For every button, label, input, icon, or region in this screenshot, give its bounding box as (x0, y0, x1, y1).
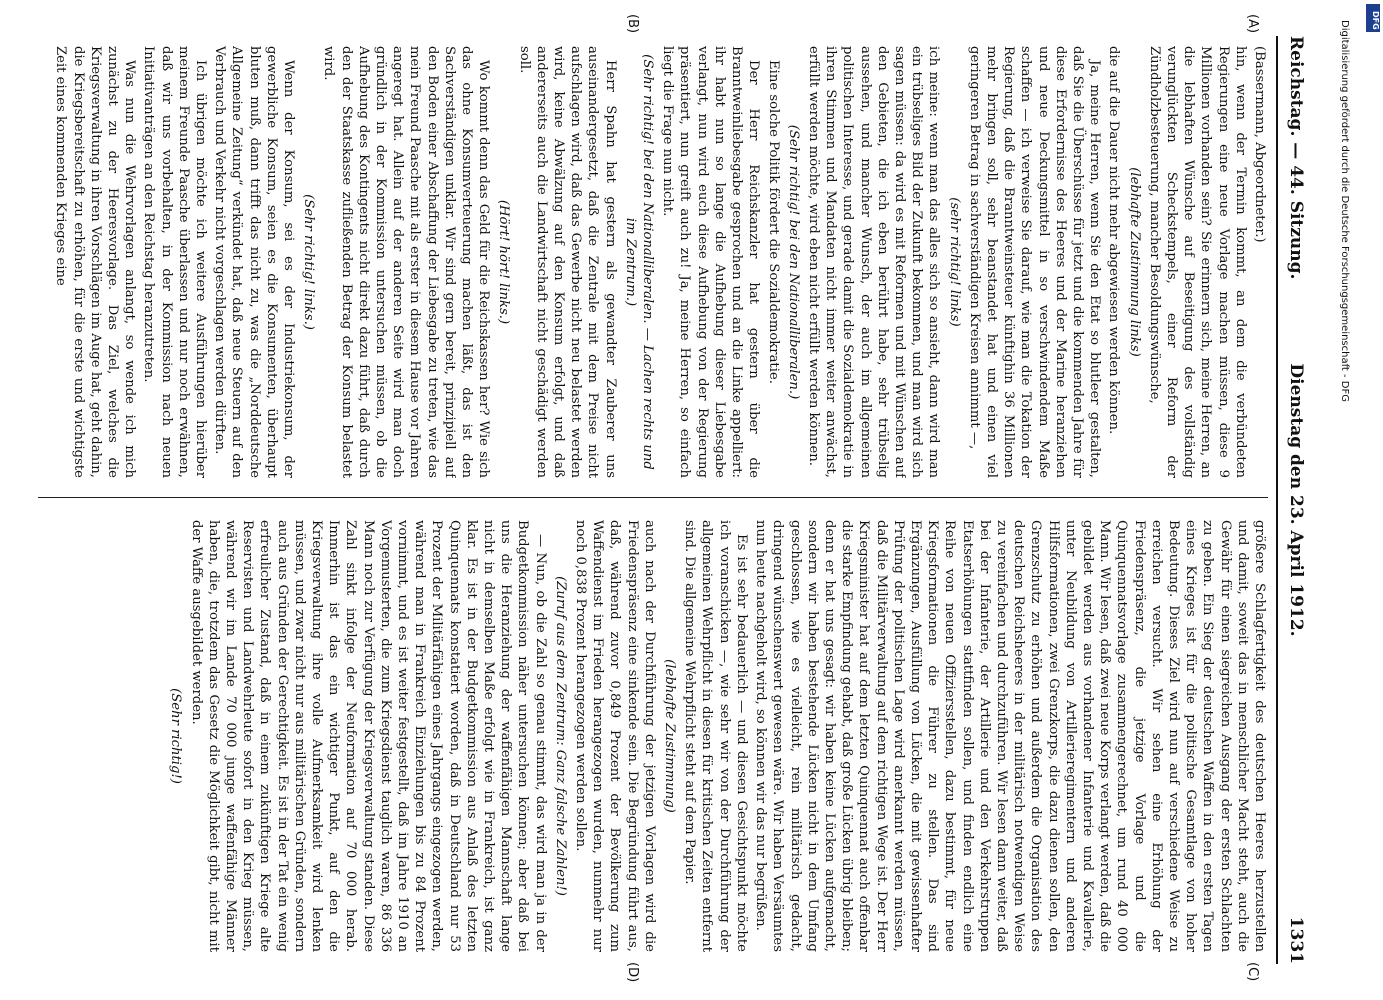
interjection: (lebhafte Zustimmung) (662, 659, 678, 813)
paragraph: hin, wenn der Termin kommt, an dem die verbündeten Regierungen eine neue Vorlage machen müssen, diese 9 Millionen vorhanden sein? Sie erinnern sich, meine Herren, an die lebhaften Wünsche auf Beseitigung des vollständig verunglückten Scheckstempels, einer Reform der Zündholzbesteuerung, mancher Besoldungswünsche, (1146, 46, 1248, 478)
interjection: (Zuruf aus dem Zentrum: Ganz falsche Zahlen!) (552, 576, 568, 896)
paragraph: Ja, meine Herren, wenn Sie den Etat so blutleer gestalten, daß Sie die Überschüsse für jetzt und die kommenden Jahre für diese Erfordernisse des Heeres und der Marine heranziehen und neue Deckungsmittel in so verschwindendem Maße schaffen — ich verweise Sie darauf, wie man die Tokation der Regierung, daß die Branntweinsteuer künftighin 36 Millionen mehr bringen soll, sehr beanstandet hat und einen viel geringeren Betrag in sachverständigen Kreisen annimmt —, (966, 46, 1103, 478)
column-divider (38, 497, 1268, 498)
paragraph: Der Herr Reichskanzler hat gestern über die Branntweinliebesgabe gesprochen und an die Linke appelliert: ihr habt nun so lange die Aufhebung dieser Liebesgabe verlangt, nun wird euch diese Aufhebung von der Regierung präsentiert, nun greift auch zu! Ja, meine Herren, so einfach liegt die Frage nun nicht. (660, 46, 762, 478)
interjection: (lebhafte Zustimmung links) (1126, 167, 1142, 357)
paragraph: Was nun die Wehrvorlagen anlangt, so wende ich mich zunächst zu der Heeresvorlage. Das Ziel, welches die Kriegsverwaltung in ihren Vorschlägen im Auge hat, geht dahin, die Kriegsbereitschaft zu erhöhen, für die erste und wichtigste Zeit eines kommenden Krieges eine (53, 46, 138, 478)
header-session: Reichstag. — 44. Sitzung. (1286, 36, 1306, 280)
paragraph: Wenn der Konsum, sei es der Industriekonsum, der gewerbliche Konsum, seien es die Konsumenten, überhaupt bluten muß, dann trifft das nicht zu, was die „Norddeutsche Allgemeine Zeitung“ verkündet hat, daß neue Steuern auf den Verbrauch und Verkehr nicht vorgeschlagen werden dürften. (212, 46, 297, 478)
paragraph: Es ist sehr bedauerlich — und diesen Gesichtspunkt möchte ich voranschicken —, wie sehr wir von der Durchführung der allgemeinen Wehrpflicht in diesen für kritischen Zeiten entfernt sind. Die allgemeine Wehrpflicht steht auf dem Papier. (682, 520, 749, 952)
margin-mark-b: (B) (625, 14, 640, 34)
margin-mark-a: (A) (1245, 14, 1260, 34)
interjection: (Sehr richtig! links.) (301, 194, 317, 330)
dfg-logo (1366, 4, 1380, 32)
interjection: (Sehr richtig! bei den Nationalliberalen.) (785, 124, 801, 400)
page-number: 1331 (1286, 916, 1306, 964)
paragraph: — Nun, ob die Zahl so genau stimmt, das wird man ja in der Budgetkommission näher untersuchen können; aber daß bei uns die Heranziehung der waffenfähigen Mannschaft lange nicht in demselben Maße erfolgt wie in Frankreich, ist ganz klar. Es ist in der Budgetkommission aus Anlaß des letzten Quinquennats konstatiert worden, daß in Deutschland nur 53 Prozent der Militärfähigen eines Jahrgangs eingezogen werden, während man in Frankreich Einziehungen bis zu 84 Prozent vornimmt, und es ist weiter festgestellt, daß im Jahre 1910 an Vorgemusterten, die zum Kriegsdienst tauglich waren, 86 336 Mann noch zur Verfügung der Kriegsverwaltung standen. Diese Zahl sinkt infolge der Neuformation auf 70 000 herab. Immerhin ist das ein wichtiger Punkt, auf den die Kriegsverwaltung ihre volle Aufmerksamkeit wird lenken müssen, und zwar nicht nur aus militärischen Gründen, sondern auch aus Gründen der Gerechtigkeit. Es ist in der Tat ein wenig erfreulicher Zustand, daß in einem zukünftigen Kriege alte Reservisten und Landwehrleute sofort in den Krieg müssen, während wir im Lande 70 000 junge waffenfähige Männer haben, die, trotzdem das Gesetz die Möglichkeit gibt, nicht mit der Waffe ausgebildet werden. (188, 520, 548, 952)
paragraph: auch nach der Durchführung der jetzigen Vorlagen wird die Friedenspräsenz eine sinkende sein. Die Begründung führt aus, daß, während zuvor 0,849 Prozent der Bevölkerung zum Waffendienst im Frieden herangezogen wurden, nunmehr nur noch 0,838 Prozent herangezogen werden sollen. (573, 520, 657, 952)
paragraph: Herr Spahn hat gestern als gewandter Zauberer uns auseinandergesetzt, daß die Zentrale mit dem Preise nicht aufschlagen wird, daß das Gewerbe nicht neu belastet werden wird, keine Abwälzung auf den Konsum erfolgt, und daß andererseits auch die Landwirtschaft nicht geschädigt werden soll. (516, 46, 618, 478)
paragraph: die auf die Dauer nicht mehr abgewiesen werden können. (1106, 46, 1122, 435)
paragraph: größere Schlagfertigkeit des deutschen Heeres herzustellen und damit, soweit das in menschlicher Macht steht, auch die Gewähr für einen siegreichen Ausgang der ersten Schlachten zu geben. Ein Sieg der deutschen Waffen in den ersten Tagen eines Krieges ist für die politische Gesamtlage von hoher Bedeutung. Dieses Ziel wird nun auf verschiedene Weise zu erreichen versucht. Wir sehen eine Erhöhung der Friedenspräsenz, die jetzige Vorlage und die Quinquennatsvorlage zusammengerechnet, um rund 40 000 Mann. Wir lesen, daß zwei neue Korps verlangt werden, daß die gebildet werden aus vorhandener Infanterie und Kavallerie, unter Neubildung von Artillerieregimentern und anderen Hilfsformationen, zwei Grenzkorps, die dazu dienen sollen, den Grenzschutz zu erhöhen und außerdem die Organisation des deutschen Reichsheeres in der militärisch notwendigen Weise zu vereinfachen und durchzuführen. Wir lesen dann weiter, daß bei der Infanterie, der Artillerie und den Verkehrstruppen Etatserhöhungen stattfinden sollen, und finden endlich eine Reihe von neuen Offiziersstellen, dazu bestimmt, für neue Kriegsformationen die Führer zu stellen. Das sind Ergänzungen, Ausfüllung von Lücken, die mit gewissenhafter Prüfung der politischen Lage wird anerkannt werden müssen, daß die Militärverwaltung auf dem richtigen Wege ist. Der Herr Kriegsminister hat auf dem letzten Quinquennat auch offenbar die starke Empfindung gehabt, daß große Lücken übrig bleiben; denn er hat uns gesagt: wir haben keine Lücken aufgemacht, sondern wir haben bestehende Lücken nicht in dem Umfang geschlossen, wie es vielleicht, rein militärisch gedacht, dringend wünschenswert gewesen wäre. Wir haben Versäumtes nun heute nachgeholt wird, so können wir das nur begrüßen. (753, 520, 1267, 952)
paragraph: ich meine: wenn man das alles sich so ansieht, dann wird man ein trübseliges Bild der Zukunft bekommen, und man wird sich sagen müssen: da wird es mit Reformen und mit Wünschen auf den Gebieten, die ich eben berührt habe, sehr trübselig aussehen, und mancher Wunsch, der auch im allgemeinen politischen Interesse, und gerade damit die Sozialdemokratie in ihren Stimmen und Mandaten nicht immer weiter anwächst, erfüllt werden möchte, wird eben nicht erfüllt werden können. (805, 46, 942, 478)
digitization-credit: Digitalisierung gefördert durch die Deutsche Forschungsgemeinschaft - DFG (1339, 20, 1350, 403)
margin-mark-d: (D) (625, 962, 640, 983)
page-header (1276, 36, 1312, 964)
paragraph: Eine solche Politik fördert die Sozialdemokratie. (765, 60, 781, 384)
paragraph: Wo kommt denn das Geld für die Reichskassen her? Wie sich das ohne Konsumverteuerung machen läßt, das ist den Sachverständigen unklar. Wir sind gern bereit, prinzipiell auf den Boden einer Abschaffung der Liebesgabe zu treten, wie das mein Freund Paasche mit als erster in diesem Hause vor Jahren angeregt hat. Allein auf der anderen Seite wird man doch gründlich in der Kommission untersuchen müssen, ob die Aufhebung des Kontingents nicht direkt dazu führt, daß durch den der Staatskasse zufließenden Betrag der Konsum belastet wird. (321, 46, 492, 478)
dfg-logo-text: DFG (1371, 11, 1380, 30)
interjection: (Hört! hört! links.) (496, 199, 512, 325)
right-text-column (38, 520, 1268, 952)
paragraph: (Bassermann, Abgeordneter.) (1252, 46, 1267, 243)
interjection: (Sehr richtig! bei den Nationalliberalen. — Lachen rechts und im Zentrum.) (622, 54, 656, 470)
interjection: (sehr richtig! links) (946, 197, 962, 327)
margin-mark-c: (C) (1245, 962, 1260, 982)
paragraph: Ich übrigen möchte ich weitere Ausführungen hierüber meinem Freunde Paasche überlassen und nur noch erwähnen, daß wir uns vorbehalten, in der Kommission nach neuen Initiativanträgen an den Reichstag heranzutreten. (141, 46, 209, 478)
header-date: Dienstag den 23. April 1912. (1286, 363, 1306, 637)
left-text-column (38, 46, 1268, 478)
interjection: (Sehr richtig!) (168, 688, 184, 784)
